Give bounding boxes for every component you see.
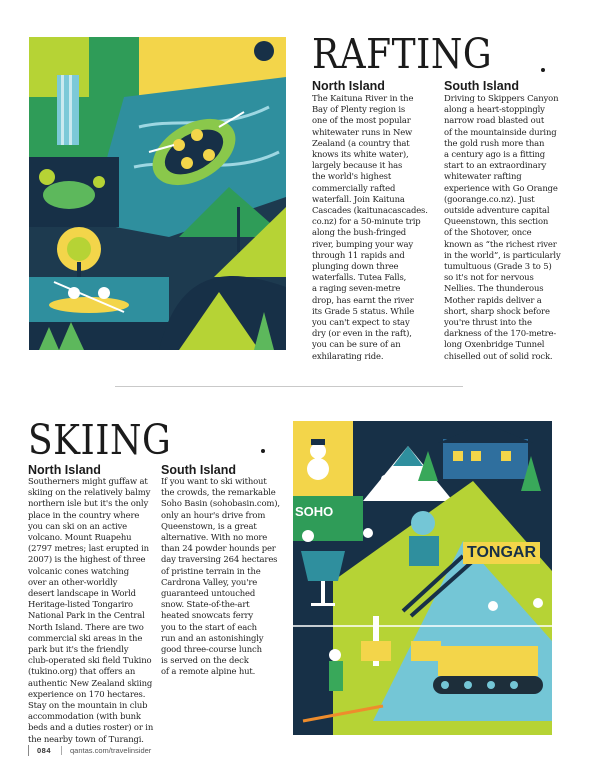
text-line: Cascades (kaitunacascades. [312,205,428,216]
text-line: Zealand (a country that [312,137,410,148]
text-line: so it's not for nervous [444,272,534,283]
text-line: knows its white water), [312,149,409,160]
text-line: only an hour's drive from [161,509,266,520]
text-line: over an other-worldly [28,576,118,587]
text-line: club-operated ski field Tukino [28,655,152,666]
text-line: volcano. Mount Ruapehu [28,532,132,543]
rafting-south-heading: South Island [444,79,519,93]
text-line: snow. State-of-the-art [161,599,250,610]
text-line: co.nz) for a 50-minute trip [312,216,421,227]
text-line: is served on the deck [161,655,249,666]
text-line: along a heart-stoppingly [444,104,545,115]
text-line: heated snowcats ferry [161,610,253,621]
tongariro-sign: TONGAR [463,542,540,564]
skiing-south-heading: South Island [161,463,236,477]
text-line: (goorange.co.nz). Just [444,193,535,204]
text-line: you're thrust into the [444,317,532,328]
text-line: through 11 rapids and [312,249,405,260]
text-line: a century ago is a fitting [444,149,546,160]
text-line: its Grade 5 status. While [312,305,415,316]
text-line: in the world”, is particularly [444,249,561,260]
text-line: If you want to ski without [161,476,267,486]
text-line: the world's highest [312,171,392,182]
text-line: whitewater runs in New [312,126,413,137]
text-line: North Island. There are two [28,621,144,632]
text-line: the crowds, the remarkable [161,487,276,498]
text-line: one of the most popular [312,115,411,126]
text-line: you can ski on an active [28,520,128,531]
text-line: Heritage-listed Tongariro [28,599,133,610]
text-line: waterfalls. Tutea Falls, [312,272,407,283]
rafting-north-heading: North Island [312,79,385,93]
text-line: National Park in the Central [28,610,145,621]
rafting-south-body [444,93,561,362]
text-line: tumultuous (Grade 3 to 5) [444,261,552,272]
text-line: you can't expect to stay [312,317,410,328]
text-line: experience on 170 hectares. [28,688,146,699]
text-line: (tukino.org) that offers an [28,666,136,677]
rafting-north-body [312,93,428,362]
text-line: skiing on the relatively balmy [28,487,151,498]
text-line: darkness of the 170-metre- [444,328,557,339]
rafting-title: RAFTING [312,31,493,79]
text-line: Queenstown, is a great [161,520,257,531]
text-line: the nearby town of Turangi. [28,733,144,744]
skiing-north-body [28,476,153,745]
text-line: alternative. With no more [161,532,268,543]
text-line: largely because it has [312,160,403,171]
text-line: 2007) is the highest of three [28,554,146,565]
text-line: Bay of Plenty region is [312,104,406,115]
skiing-illustration [293,421,552,735]
text-line: authentic New Zealand skiing [28,677,153,688]
text-line: Driving to Skippers Canyon [444,93,559,103]
text-line: beds and a duties roster) or in [28,722,154,733]
text-line: chiselled out of solid rock. [444,350,553,361]
page-footer [28,745,151,756]
text-line: of the mountainside during [444,126,557,137]
text-line: a raging seven-metre [312,283,401,294]
text-line: desert landscape in World [28,588,136,599]
text-line: waterfall. Join Kaituna [312,193,405,204]
text-line: Nellies. The thunderous [444,283,544,294]
text-line: long Oxenbridge Tunnel [444,339,545,350]
footer-separator [61,746,62,755]
text-line: along the bush-fringed [312,227,407,238]
text-line: accommodation (with bunk [28,711,141,722]
text-line: place in the country where [28,509,140,520]
text-line: guaranteed untouched [161,588,256,599]
text-line: Queenstown, this section [444,216,549,227]
text-line: commercial ski areas in the [28,632,143,643]
text-line: dry (or even in the raft), [312,328,412,339]
text-line: you can be sure of an [312,339,401,350]
text-line: run and an astonishingly [161,632,264,643]
page-number: 084 [37,746,52,755]
text-line: good three-course lunch [161,644,262,655]
text-line: than 24 powder hounds per [161,543,276,554]
text-line: the gold rush more than [444,137,545,148]
text-line: river, bumping your way [312,238,413,249]
text-line: exhilarating ride. [312,350,384,361]
rafting-title-dot [541,68,545,72]
text-line: of the Shotover, once [444,227,532,238]
text-line: commercially rafted [312,182,396,193]
text-line: park but it's the friendly [28,644,129,655]
rafting-illustration [29,37,286,350]
text-line: plunging down three [312,261,399,272]
skiing-north-heading: North Island [28,463,101,477]
text-line: Soho Basin (sohobasin.com), [161,498,280,509]
text-line: day traversing 264 hectares [161,554,278,565]
section-divider [115,386,463,387]
text-line: start to an extraordinary [444,160,547,171]
text-line: Southerners might guffaw at [28,476,148,486]
text-line: you to the start of each [161,621,257,632]
skiing-title-dot [261,449,265,453]
text-line: (2797 metres; last erupted in [28,543,149,554]
text-line: Stay on the mountain in club [28,700,148,711]
text-line: of a remote alpine hut. [161,666,256,677]
text-line: narrow road blasted out [444,115,545,126]
text-line: short, sharp shock before [444,305,550,316]
text-line: Cardrona Valley, you're [161,576,258,587]
text-line: experience with Go Orange [444,182,558,193]
text-line: known as “the richest river [444,238,557,249]
skiing-south-body [161,476,280,678]
footer-bar [28,745,29,756]
text-line: northern isle but it's the only [28,498,149,509]
footer-url: qantas.com/travelinsider [70,746,152,755]
text-line: The Kaituna River in the [312,93,414,103]
soho-sign: SOHO [295,504,334,519]
text-line: volcanic cones watching [28,565,129,576]
text-line: whitewater rafting [444,171,522,182]
text-line: outside adventure capital [444,205,550,216]
text-line: Mother rapids deliver a [444,294,542,305]
text-line: of pristine terrain in the [161,565,261,576]
text-line: drop, has earnt the river [312,294,414,305]
skiing-title: SKIING [28,417,172,465]
